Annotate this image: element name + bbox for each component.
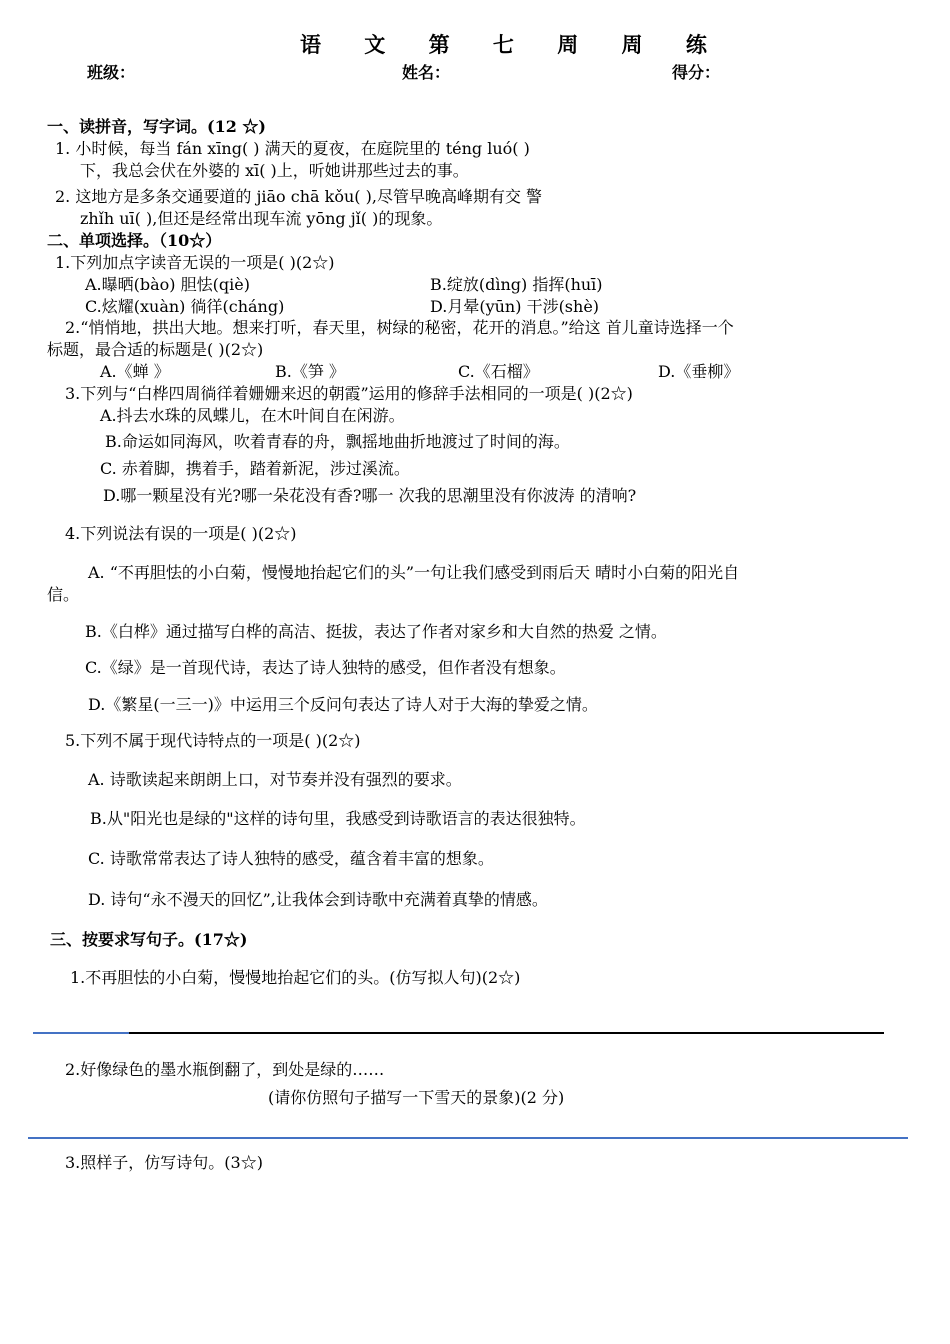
- s2-q2-option-d: D.《垂柳》: [658, 362, 740, 381]
- s3-q2-line2: (请你仿照句子描写一下雪天的景象)(2 分): [268, 1088, 565, 1107]
- s2-q3-option-d: D.哪一颗星没有光?哪一朵花没有香?哪一 次我的思潮里没有你波涛 的清响?: [103, 486, 637, 505]
- s2-q4-option-a-line2: 信。: [47, 585, 80, 604]
- s1-q1-line1: 1. 小时候，每当 fán xīng( ) 满天的夏夜，在庭院里的 téng luó( ): [55, 139, 530, 158]
- s2-q3-option-c: C. 赤着脚，携着手，踏着新泥，涉过溪流。: [100, 459, 410, 478]
- s1-q2-line2: zhǐh uī( ),但还是经常出现车流 yōng jǐ( )的现象。: [80, 209, 443, 228]
- s2-q4-option-c: C.《绿》是一首现代诗，表达了诗人独特的感受，但作者没有想象。: [85, 658, 566, 677]
- s2-q2-option-c: C.《石榴》: [458, 362, 539, 381]
- score-label: 得分：: [672, 63, 721, 82]
- s2-q1-option-d: D.月晕(yūn) 干涉(shè): [430, 297, 600, 316]
- s2-q3-option-b: B.命运如同海风，吹着青春的舟，飘摇地曲折地渡过了时间的海。: [105, 432, 570, 451]
- s2-q1-stem: 1.下列加点字读音无误的一项是( )(2☆): [55, 253, 335, 272]
- s2-q2-stem-line2: 标题，最合适的标题是( )(2☆): [47, 340, 264, 359]
- s2-q5-option-a: A. 诗歌读起来朗朗上口，对节奏并没有强烈的要求。: [88, 770, 462, 789]
- s3-q1: 1.不再胆怯的小白菊，慢慢地抬起它们的头。(仿写拟人句)(2☆): [70, 968, 521, 987]
- s2-q3-stem: 3.下列与“白桦四周徜徉着姗姗来迟的朝霞”运用的修辞手法相同的一项是( )(2☆): [65, 384, 633, 403]
- s3-q2-line1: 2.好像绿色的墨水瓶倒翻了，到处是绿的……: [65, 1060, 385, 1079]
- s2-q2-option-b: B.《笋 》: [275, 362, 345, 381]
- s2-q4-option-a-line1: A. “不再胆怯的小白菊，慢慢地抬起它们的头”一句让我们感受到雨后天 晴时小白菊的阳光自: [88, 563, 740, 582]
- s2-q3-option-a: A.抖去水珠的凤蝶儿，在木叶间自在闲游。: [100, 406, 405, 425]
- section-3-heading: 三、按要求写句子。(17☆): [50, 930, 248, 949]
- s2-q1-option-b: B.绽放(dìng) 指挥(huī): [430, 275, 603, 294]
- s2-q5-stem: 5.下列不属于现代诗特点的一项是( )(2☆): [65, 731, 361, 750]
- s1-q2-line1: 2. 这地方是多条交通要道的 jiāo chā kǒu( ),尽管早晚高峰期有交 警: [55, 187, 543, 206]
- s2-q4-stem: 4.下列说法有误的一项是( )(2☆): [65, 524, 297, 543]
- s2-q4-option-b: B.《白桦》通过描写白桦的高洁、挺拔，表达了作者对家乡和大自然的热爱 之情。: [85, 622, 667, 641]
- answer-line-blue: [28, 1137, 908, 1139]
- s2-q1-option-a: A.曝晒(bào) 胆怯(qiè): [85, 275, 250, 294]
- s2-q5-option-d: D. 诗句“永不漫天的回忆”,让我体会到诗歌中充满着真挚的情感。: [88, 890, 548, 909]
- s2-q5-option-b: B.从"阳光也是绿的"这样的诗句里，我感受到诗歌语言的表达很独特。: [90, 809, 586, 828]
- s2-q2-option-a: A.《蝉 》: [100, 362, 170, 381]
- s3-q3: 3.照样子，仿写诗句。(3☆): [65, 1153, 263, 1172]
- name-label: 姓名：: [402, 63, 451, 82]
- s1-q1-line2: 下，我总会伏在外婆的 xī( )上，听她讲那些过去的事。: [80, 161, 469, 180]
- page-title: 语 文 第 七 周 周 练: [300, 32, 725, 57]
- answer-line-blue-segment: [33, 1032, 129, 1034]
- s2-q2-stem-line1: 2.“悄悄地，拱出大地。想来打听，春天里，树绿的秘密，花开的消息。”给这 首儿童诗选择一个: [65, 318, 734, 337]
- s2-q5-option-c: C. 诗歌常常表达了诗人独特的感受，蕴含着丰富的想象。: [88, 849, 494, 868]
- class-label: 班级：: [87, 63, 136, 82]
- section-2-heading: 二、单项选择。（10☆）: [47, 231, 222, 250]
- section-1-heading: 一、读拼音，写字词。(12 ☆): [47, 117, 266, 136]
- s2-q4-option-d: D.《繁星(一三一)》中运用三个反问句表达了诗人对于大海的挚爱之情。: [88, 695, 598, 714]
- answer-line: [129, 1032, 884, 1034]
- s2-q1-option-c: C.炫耀(xuàn) 徜徉(cháng): [85, 297, 285, 316]
